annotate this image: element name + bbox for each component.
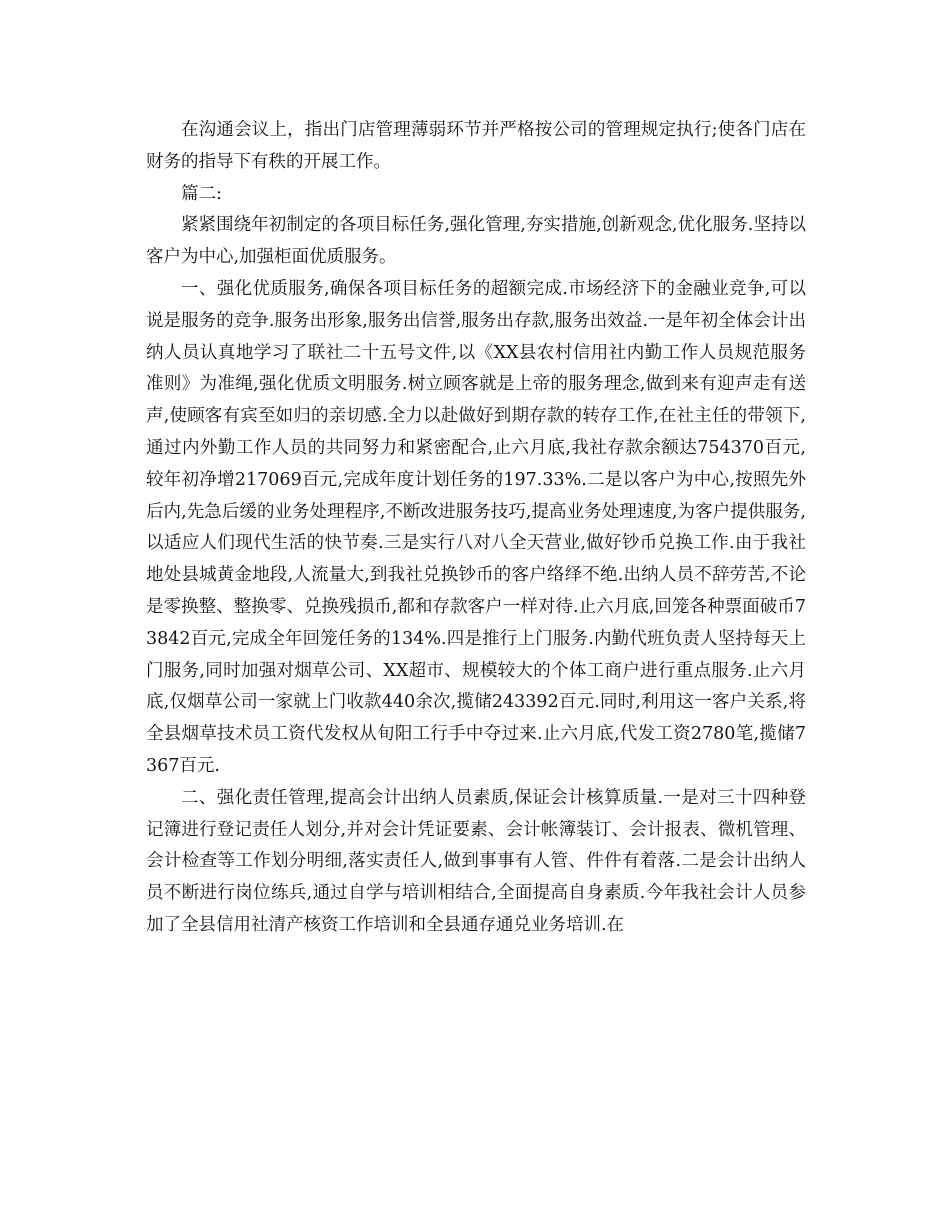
paragraph-2: 篇二:	[181, 183, 222, 204]
paragraph-3: 紧紧围绕年初制定的各项目标任务,强化管理,夯实措施,创新观念,优化服务.坚持以客户为中心,加强柜面优质服务。	[146, 215, 806, 268]
paragraph-1: 在沟通会议上，指出门店管理薄弱环节并严格按公司的管理规定执行;使各门店在财务的指导下有秩的开展工作。	[146, 120, 806, 172]
paragraph-4: 一、强化优质服务,确保各项目标任务的超额完成.市场经济下的金融业竞争,可以说是服务的竞争.服务出形象,服务出信誉,服务出存款,服务出效益.一是年初全体会计出纳人员认真地学习了联社二十五号文件,以《XX县农村信用社内勤工作人员规范服务准则》为准绳,强化优质文明服务.树立顾客就是上帝的服务理念,做到来有迎声走有送声,使顾客有宾至如归的亲切感.全力以赴做好到期存款的转存工作,在社主任的带领下,通过内外勤工作人员的共同努力和紧密配合,止六月底,我社存款余额达754370百元,较年初净增217069百元,完成年度计划任务的197.33%.二是以客户为中心,按照先外后内,先急后缓的业务处理程序,不断改进服务技巧,提高业务处理速度,为客户提供服务,以适应人们现代生活的快节奏.三是实行八对八全天营业,做好钞币兑换工作.由于我社地处县城黄金地段,人流量大,到我社兑换钞币的客户络绎不绝.出纳人员不辞劳苦,不论是零换整、整换零、兑换残损币,都和存款客户一样对待.止六月底,回笼各种票面破币73842百元,完成全年回笼任务的134%.四是推行上门服务.内勤代班负责人坚持每天上门服务,同时加强对烟草公司、XX超市、规模较大的个体工商户进行重点服务.止六月底,仅烟草公司一家就上门收款440余次,揽储243392百元.同时,利用这一客户关系,将全县烟草技术员工资代发权从旬阳工行手中夺过来.止六月底,代发工资2780笔,揽储7367百元.	[146, 278, 806, 776]
paragraph-5: 二、强化责任管理,提高会计出纳人员素质,保证会计核算质量.一是对三十四种登记簿进行登记责任人划分,并对会计凭证要素、会计帐簿装订、会计报表、微机管理、会计检查等工作划分明细,落实责任人,做到事事有人管、件件有着落.二是会计出纳人员不断进行岗位练兵,通过自学与培训相结合,全面提高自身素质.今年我社会计人员参加了全县信用社清产核资工作培训和全县通存通兑业务培训.在	[146, 787, 806, 935]
document-body	[146, 115, 806, 942]
